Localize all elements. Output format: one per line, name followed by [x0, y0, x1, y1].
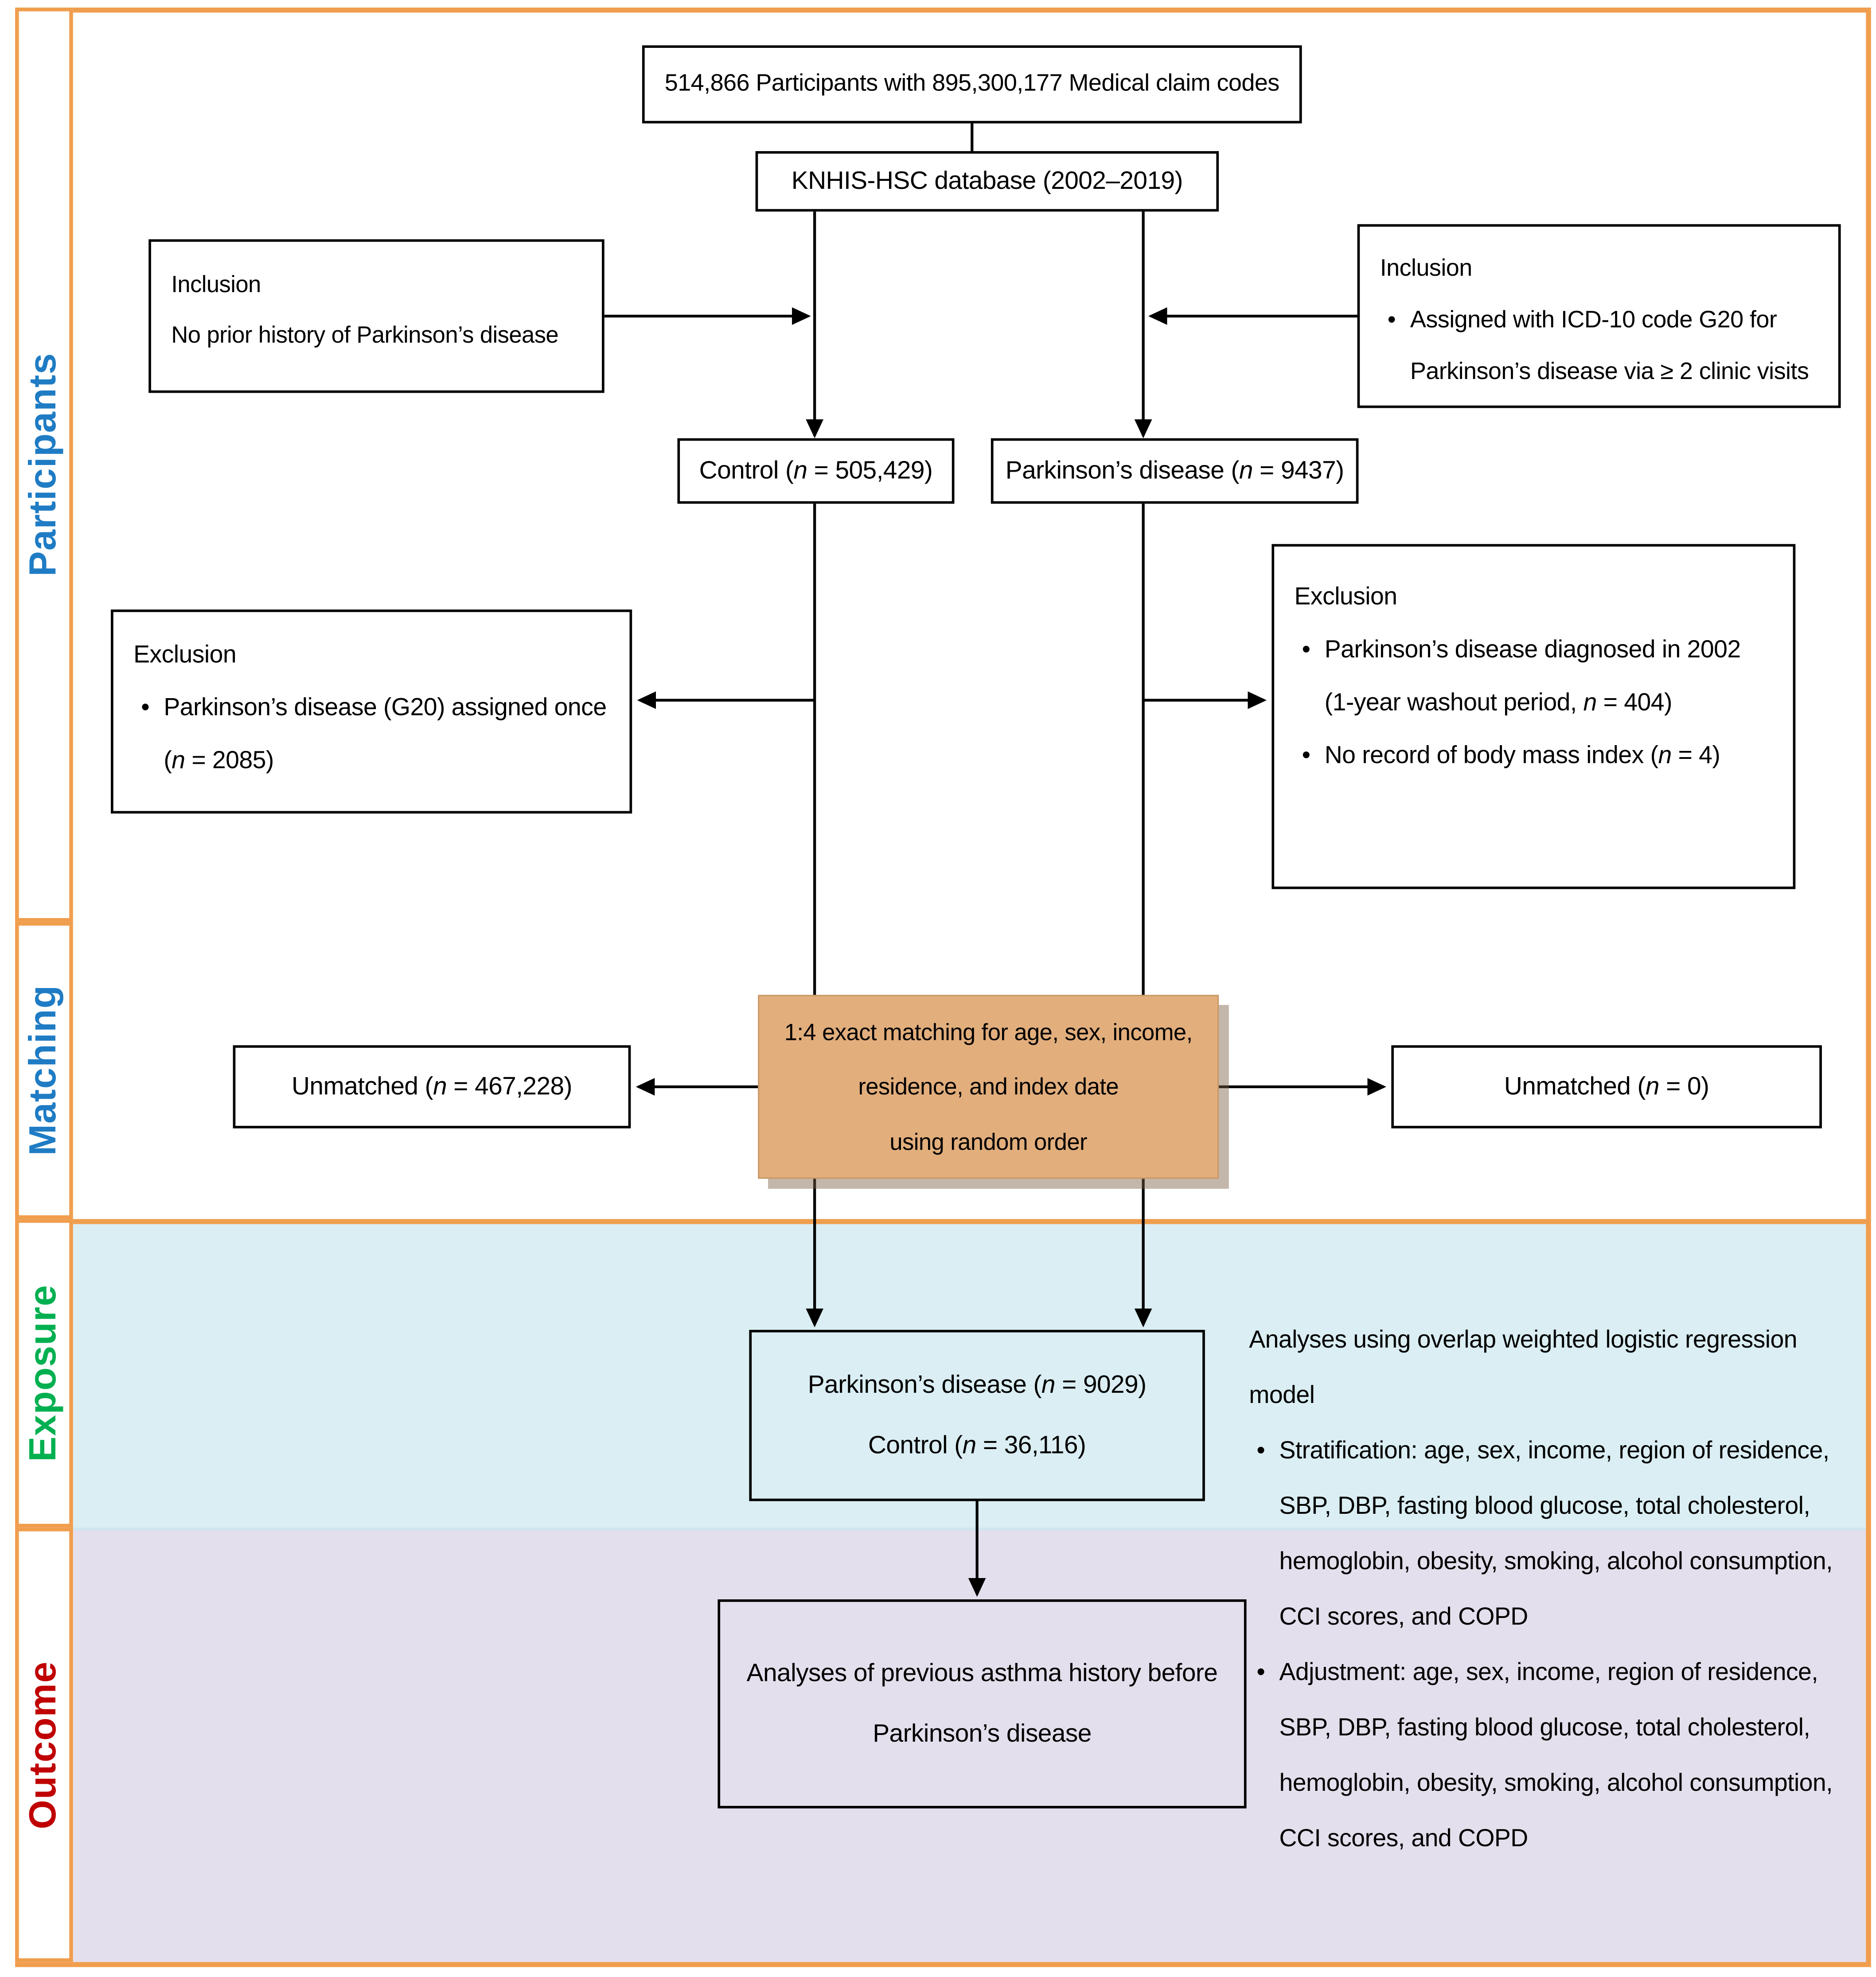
outcome-analysis-line: Analyses of previous asthma history before [746, 1660, 1218, 1688]
inclusion-control-line: No prior history of Parkinson’s disease [171, 320, 559, 348]
control-cohort-text: Control (n = 505,429) [699, 456, 933, 484]
analysis-stratification: • Stratification: age, sex, income, region of residence, SBP, DBP, fasting blood glucose, total cholesterol, hemoglobin, obesity, smoking, alcohol consumption, CCI scores, and COPD [1249, 1423, 1861, 1645]
analysis-adjustment: • Adjustment: age, sex, income, region of residence, SBP, DBP, fasting blood glucose, total cholesterol, hemoglobin, obesity, smoking, alcohol consumption, CCI scores, and COPD [1249, 1645, 1861, 1866]
box-exclusion-control [111, 610, 632, 813]
box-total-participants [642, 45, 1302, 123]
total-participants-text: 514,866 Participants with 895,300,177 Medical claim codes [664, 70, 1279, 97]
inclusion-control-title: Inclusion [171, 270, 261, 297]
section-label-exposure [15, 1219, 73, 1528]
exclusion-pd-bullet-bmi: • No record of body mass index (n = 4) [1295, 730, 1773, 783]
box-unmatched-pd [1391, 1045, 1822, 1129]
exposure-label: Exposure [23, 1285, 64, 1462]
box-exclusion-pd [1271, 544, 1795, 889]
matched-pd-text: Parkinson’s disease (n = 9029) [807, 1371, 1147, 1399]
database-text: KNHIS-HSC database (2002–2019) [791, 167, 1183, 195]
exclusion-control-bullet: • Parkinson’s disease (G20) assigned once (n = 2085) [133, 683, 609, 788]
exclusion-pd-title: Exclusion [1294, 583, 1397, 611]
section-label-outcome [15, 1528, 73, 1962]
box-pd-cohort [991, 438, 1359, 504]
inclusion-pd-title: Inclusion [1380, 255, 1472, 282]
unmatched-control-text: Unmatched (n = 467,228) [291, 1072, 572, 1100]
box-control-cohort [677, 438, 954, 504]
participants-label: Participants [23, 352, 64, 577]
section-label-matching [15, 922, 73, 1219]
exclusion-control-title: Exclusion [133, 641, 237, 669]
matching-line: 1:4 exact matching for age, sex, income, [784, 1018, 1193, 1045]
outcome-label: Outcome [23, 1661, 64, 1829]
analysis-intro: Analyses using overlap weighted logistic regression model [1249, 1326, 1797, 1410]
inclusion-pd-bullet: • Assigned with ICD-10 code G20 for Parkinson’s disease via ≥ 2 clinic visits [1380, 296, 1818, 399]
matching-label: Matching [23, 985, 64, 1156]
analysis-notes [1249, 1312, 1861, 1866]
box-matched-cohorts [749, 1330, 1205, 1501]
box-inclusion-control [148, 239, 604, 393]
pd-cohort-text: Parkinson’s disease (n = 9437) [1005, 456, 1344, 484]
matching-line: using random order [889, 1128, 1087, 1155]
box-outcome-analysis [718, 1599, 1246, 1809]
box-inclusion-pd [1357, 224, 1841, 408]
unmatched-pd-text: Unmatched (n = 0) [1504, 1072, 1709, 1100]
matching-line: residence, and index date [858, 1073, 1119, 1100]
box-unmatched-control [233, 1045, 631, 1129]
exclusion-pd-bullet-washout: • Parkinson’s disease diagnosed in 2002 (1-year washout period, n = 404) [1295, 625, 1773, 730]
matched-control-text: Control (n = 36,116) [868, 1432, 1086, 1460]
box-database [756, 151, 1219, 211]
box-matching [758, 995, 1219, 1179]
section-label-participants [15, 8, 73, 922]
outcome-analysis-line: Parkinson’s disease [873, 1720, 1092, 1748]
